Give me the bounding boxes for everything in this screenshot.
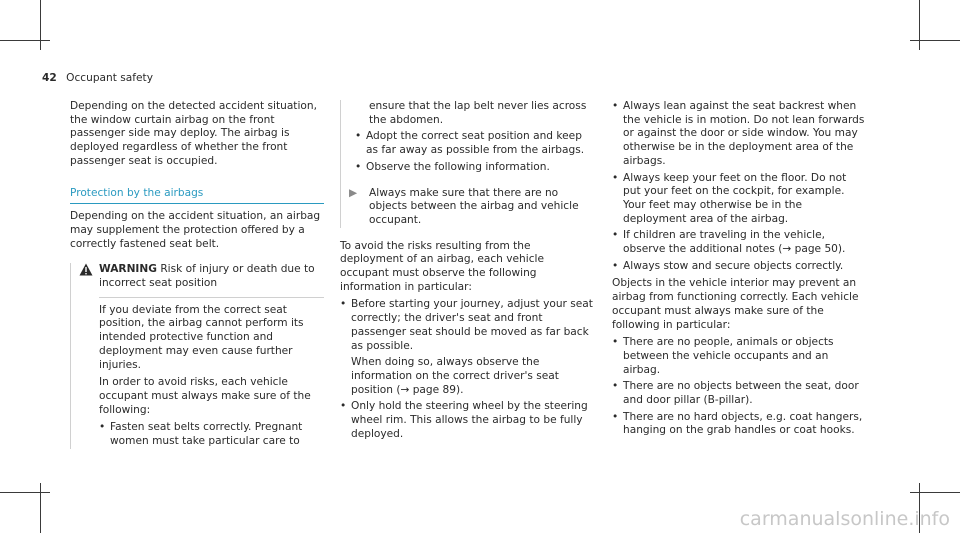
- list-item: • Observe the following information.: [355, 161, 594, 175]
- behaviour-list: [612, 100, 866, 273]
- warning-box: [70, 263, 324, 448]
- list-item: [340, 298, 594, 397]
- warning-continuation-text: ensure that the lap belt never lies across the abdomen.: [369, 100, 587, 126]
- list-item: • Always keep your feet on the floor. Do not put your feet on the cockpit, for example. Your feet may otherwise be in the deployment area of the airbag.: [612, 172, 866, 227]
- list-item: • There are no objects between the seat, door and door pillar (B-pillar).: [612, 380, 866, 407]
- warning-title: Risk of injury or death due to incorrect seat position: [99, 263, 315, 290]
- risk-paragraph: To avoid the risks resulting from the deployment of an airbag, each vehicle occupant must observe the following information in particular:: [340, 239, 544, 293]
- warning-continuation: [340, 100, 594, 228]
- column-3: [612, 100, 866, 444]
- warning-paragraph: In order to avoid risks, each vehicle occupant must always make sure of the following:: [99, 376, 311, 416]
- column-1: [70, 100, 324, 455]
- column-2: [340, 100, 594, 447]
- warning-label: WARNING: [99, 263, 157, 276]
- warning-list: [355, 130, 594, 174]
- info-list: [340, 298, 594, 441]
- warning-paragraph: If you deviate from the correct seat position, the airbag cannot perform its intended protective function and deployment may even cause further injuries.: [99, 303, 304, 371]
- warning-header: [99, 263, 324, 290]
- page-number: 42: [42, 72, 57, 84]
- intro-paragraph: Depending on the detected accident situation, the window curtain airbag on the front passenger side may deploy. The airbag is deployed regardless of whether the front passenger seat is occupied.: [70, 100, 317, 167]
- section-title: Occupant safety: [66, 72, 153, 84]
- list-item: • Fasten seat belts correctly. Pregnant women must take particular care to: [99, 421, 324, 448]
- list-item: • Always lean against the seat backrest when the vehicle is in motion. Do not lean forwards or against the door or side window. You may otherwise be in the deployment area of the airbags.: [612, 100, 866, 169]
- crop-mark: [40, 483, 41, 533]
- crop-mark: [910, 492, 960, 493]
- note-item: [349, 186, 594, 228]
- crop-mark: [910, 40, 960, 41]
- objects-paragraph: Objects in the vehicle interior may prevent an airbag from functioning correctly. Each vehicle occupant must always make sure of the following in particular:: [612, 277, 859, 331]
- page-header: [42, 72, 153, 86]
- section-heading: Protection by the airbags: [70, 187, 324, 205]
- list-item: • Only hold the steering wheel by the steering wheel rim. This allows the airbag to be fully deployed.: [340, 400, 594, 441]
- list-item: • Always stow and secure objects correctly.: [612, 260, 866, 274]
- list-item: • If children are traveling in the vehicle, observe the additional notes (→ page 50).: [612, 229, 866, 256]
- watermark: carmanualsonline.info: [739, 508, 950, 531]
- note-text: Always make sure that there are no objects between the airbag and vehicle occupant.: [369, 186, 579, 226]
- warning-icon: [79, 263, 93, 276]
- list-item-subtext: When doing so, always observe the information on the correct driver's seat position (→ page 89).: [351, 356, 559, 396]
- crop-mark: [0, 492, 50, 493]
- objects-list: [612, 336, 866, 438]
- crop-mark: [919, 0, 920, 50]
- list-item: • There are no hard objects, e.g. coat hangers, hanging on the grab handles or coat hooks.: [612, 411, 866, 438]
- play-arrow-icon: ▶: [349, 186, 358, 199]
- list-item: • Adopt the correct seat position and keep as far away as possible from the airbags.: [355, 130, 594, 157]
- warning-body: [99, 297, 324, 449]
- list-item: • There are no people, animals or objects between the vehicle occupants and an airbag.: [612, 336, 866, 377]
- list-item-text: Before starting your journey, adjust your seat correctly; the driver's seat and front passenger seat should be moved as far back as possible.: [351, 298, 593, 352]
- warning-list: [99, 421, 324, 448]
- crop-mark: [0, 40, 50, 41]
- crop-mark: [40, 0, 41, 50]
- airbag-paragraph: Depending on the accident situation, an airbag may supplement the protection offered by a correctly fastened seat belt.: [70, 210, 321, 250]
